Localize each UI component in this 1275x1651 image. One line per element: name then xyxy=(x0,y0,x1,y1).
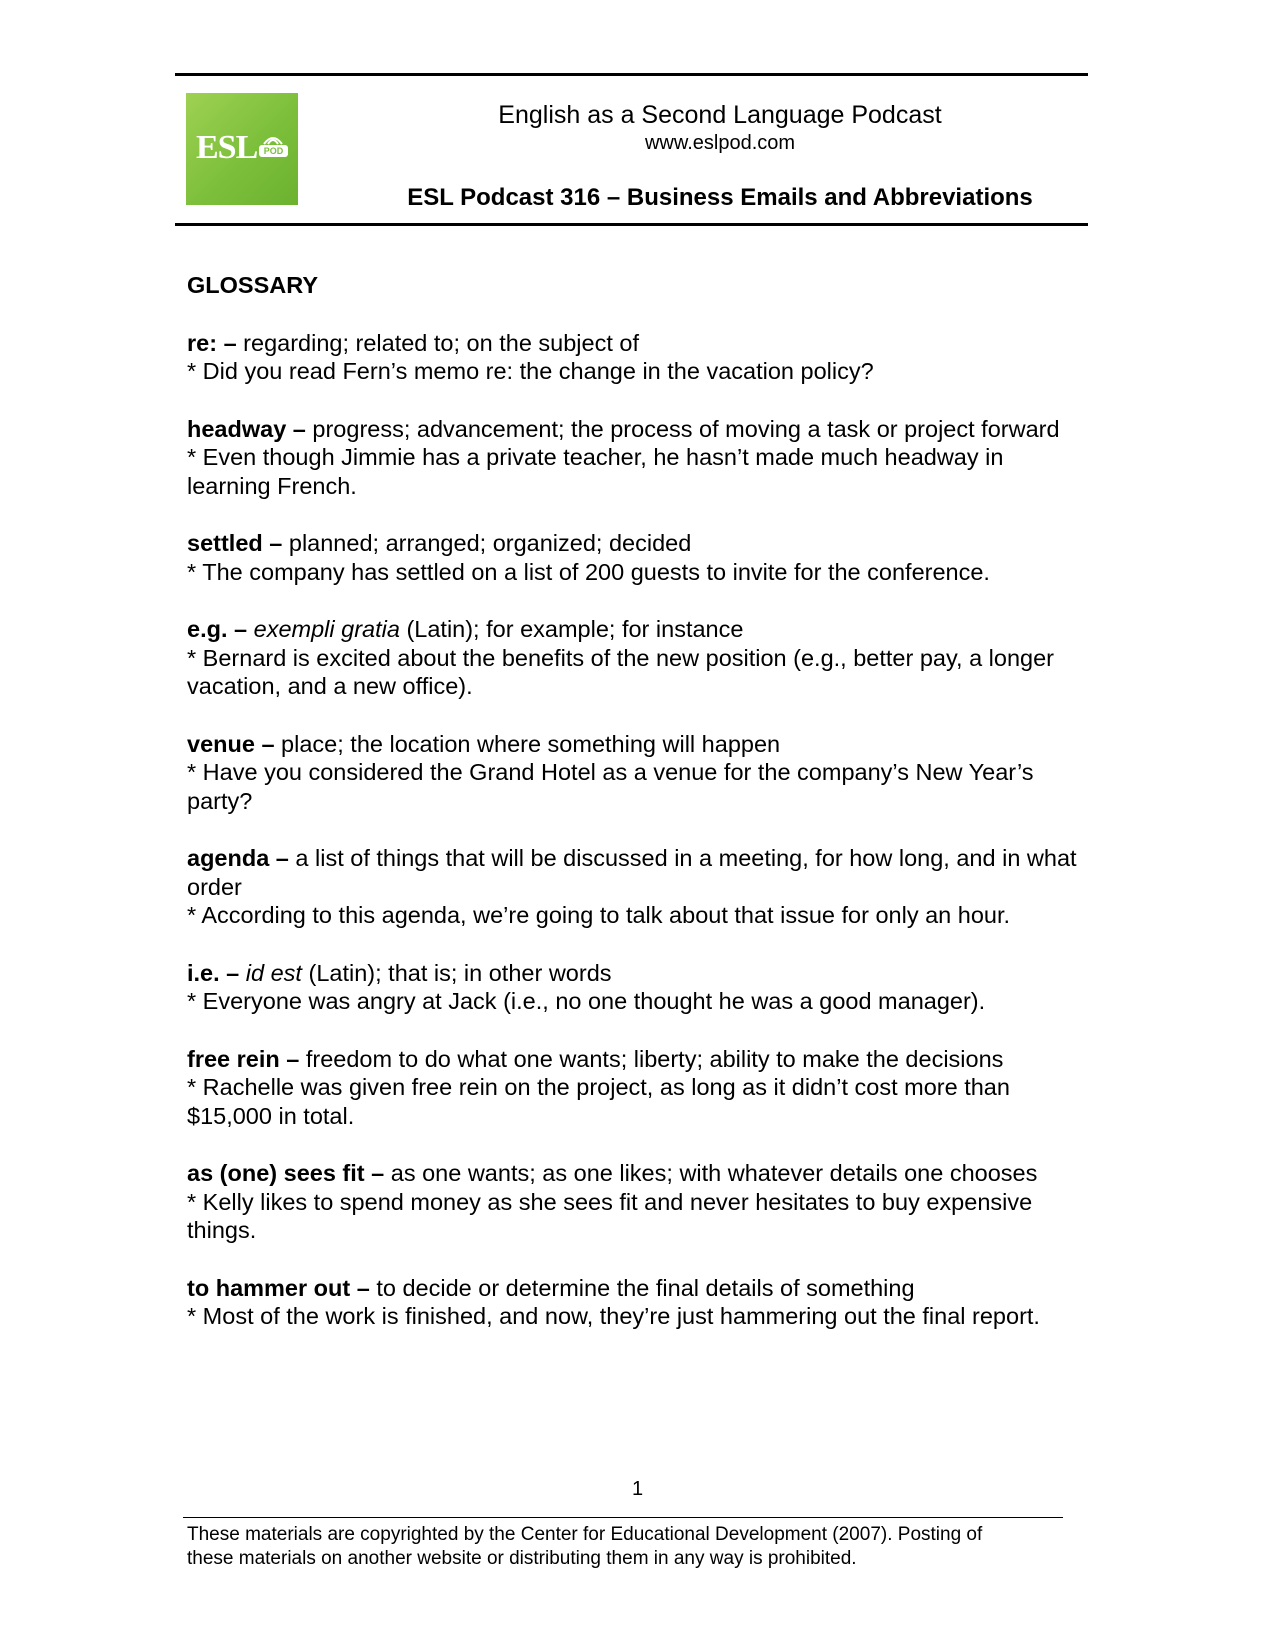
entry-latin-phrase: exempli gratia xyxy=(247,616,400,642)
logo-pod-badge: POD xyxy=(259,145,288,157)
website-url: www.eslpod.com xyxy=(644,132,796,154)
entry-term: e.g. – xyxy=(187,616,248,642)
entry-example: * Bernard is excited about the benefits of the new position (e.g., better pay, a longer vacation, and a new office). xyxy=(187,644,1054,699)
entry-definition-line xyxy=(187,1045,1092,1074)
episode-title: ESL Podcast 316 – Business Emails and Abbreviations xyxy=(407,184,1033,211)
entry-example: * Most of the work is finished, and now, they’re just hammering out the final report. xyxy=(187,1303,1040,1329)
entry-example: * Kelly likes to spend money as she sees fit and never hesitates to buy expensive things. xyxy=(187,1188,1033,1243)
entry-definition-line xyxy=(187,1274,1092,1303)
glossary-entry xyxy=(187,730,1092,816)
entry-term: free rein – xyxy=(187,1045,300,1072)
glossary-entry xyxy=(187,844,1092,930)
glossary-entry xyxy=(187,415,1092,501)
entry-term: as (one) sees fit – xyxy=(187,1160,385,1186)
entry-example: * Everyone was angry at Jack (i.e., no one thought he was a good manager). xyxy=(187,988,986,1014)
entry-term: headway – xyxy=(187,415,306,442)
broadcast-waves-icon xyxy=(260,133,286,145)
entry-example: * According to this agenda, we’re going to talk about that issue for only an hour. xyxy=(187,902,1011,928)
copyright-footer xyxy=(187,1523,1087,1571)
eslpod-logo xyxy=(186,93,298,205)
entry-latin-phrase: id est xyxy=(239,959,302,986)
glossary-entry xyxy=(187,1045,1092,1131)
entry-definition: freedom to do what one wants; liberty; ability to make the decisions xyxy=(299,1045,1004,1072)
entry-definition: a list of things that will be discussed in a meeting, for how long, and in what order xyxy=(187,845,1077,900)
glossary-heading: GLOSSARY xyxy=(187,272,319,298)
entry-example: * Have you considered the Grand Hotel as a venue for the company’s New Year’s party? xyxy=(187,759,1034,814)
entry-definition: regarding; related to; on the subject of xyxy=(236,329,640,356)
glossary-entry xyxy=(187,529,1092,586)
entry-definition-line xyxy=(187,730,1092,759)
logo-text: ESL xyxy=(196,129,258,166)
copyright-line-2: these materials on another website or distributing them in any way is prohibited. xyxy=(187,1548,857,1569)
glossary-entry xyxy=(187,959,1092,1016)
entry-example: * Rachelle was given free rein on the project, as long as it didn’t cost more than $15,000 in total. xyxy=(187,1074,1010,1129)
page-number: 1 xyxy=(631,1478,644,1500)
entry-definition-line xyxy=(187,415,1092,444)
entry-definition: planned; arranged; organized; decided xyxy=(282,530,692,556)
entry-definition-line xyxy=(187,529,1092,558)
entry-definition-line xyxy=(187,1159,1092,1188)
entry-example: * The company has settled on a list of 200 guests to invite for the conference. xyxy=(187,558,990,585)
entry-example: * Did you read Fern’s memo re: the change in the vacation policy? xyxy=(187,358,874,384)
copyright-line-1: These materials are copyrighted by the Center for Educational Development (2007). Posting of xyxy=(187,1524,983,1545)
entry-definition: (Latin); that is; in other words xyxy=(301,959,612,986)
entry-term: i.e. – xyxy=(187,959,240,986)
entry-definition: (Latin); for example; for instance xyxy=(399,616,744,642)
entry-term: to hammer out – xyxy=(187,1274,370,1301)
glossary-section xyxy=(187,271,1092,1360)
entry-term: settled – xyxy=(187,530,283,556)
entry-definition-line xyxy=(187,615,1092,644)
entry-definition-line xyxy=(187,959,1092,988)
glossary-entry xyxy=(187,329,1092,386)
header-top-rule xyxy=(175,73,1088,76)
entry-definition: place; the location where something will happen xyxy=(274,730,781,757)
entry-example: * Even though Jimmie has a private teacher, he hasn’t made much headway in learning French. xyxy=(187,444,1004,499)
glossary-entry xyxy=(187,1159,1092,1245)
entry-definition-line xyxy=(187,329,1092,358)
entry-definition-line xyxy=(187,844,1092,901)
glossary-entry xyxy=(187,615,1092,701)
podcast-title: English as a Second Language Podcast xyxy=(498,101,942,129)
header-bottom-rule xyxy=(175,223,1088,226)
entry-definition: to decide or determine the final details of something xyxy=(369,1274,915,1301)
entry-term: agenda – xyxy=(187,845,289,871)
glossary-entry xyxy=(187,1274,1092,1331)
entry-definition: as one wants; as one likes; with whatever details one chooses xyxy=(384,1160,1038,1186)
entry-term: venue – xyxy=(187,730,275,757)
footer-rule xyxy=(183,1517,1063,1518)
entry-definition: progress; advancement; the process of moving a task or project forward xyxy=(305,415,1060,442)
entry-term: re: – xyxy=(187,329,237,356)
